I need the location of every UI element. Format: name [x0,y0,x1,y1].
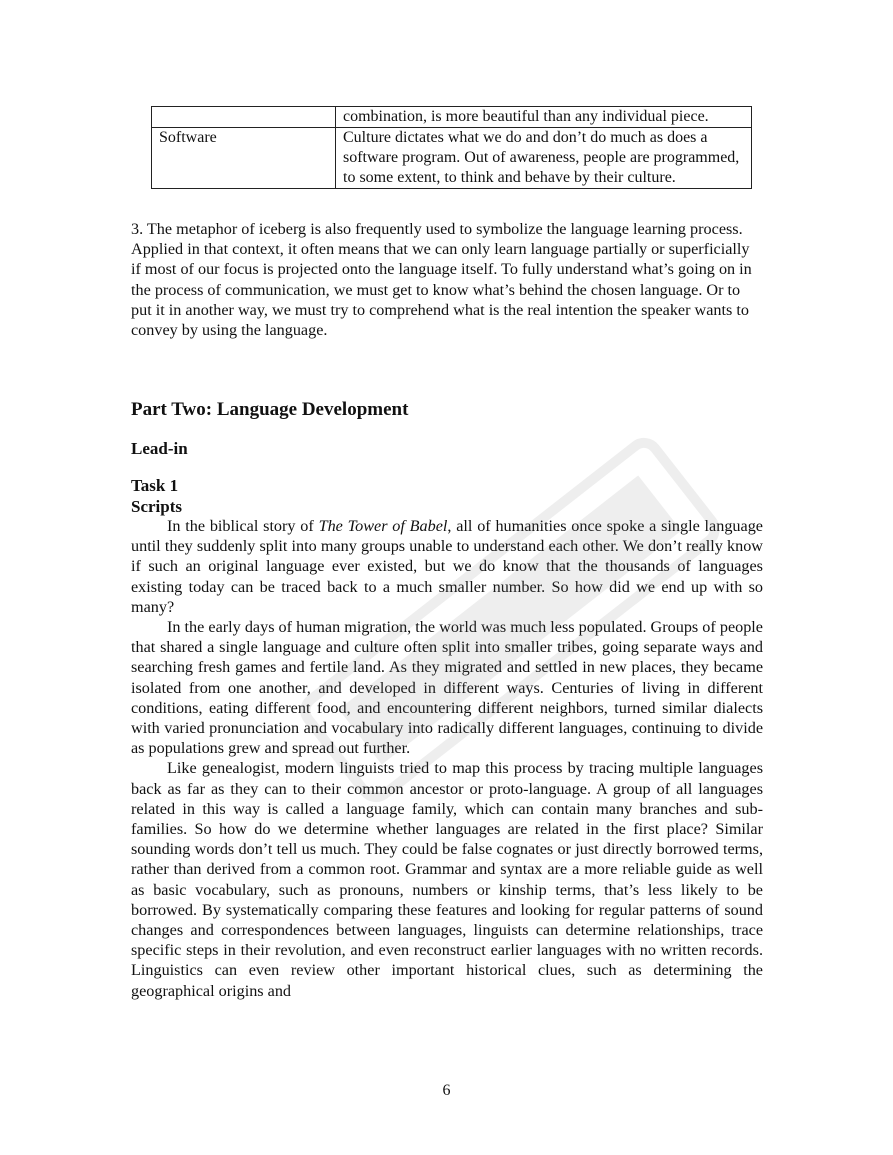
scripts-body [131,516,763,1001]
table-row [152,107,752,128]
paragraph-1-text-a: In the biblical story of [167,517,319,535]
paragraph-3: Like genealogist, modern linguists tried to map this process by tracing multiple languages back as far as they can to their common ancestor or proto-language. A group of all languages related in this way is called a language family, which can contain many branches and sub-families. So how do we determine whether languages are related in the first place? Similar sounding words don’t tell us much. They could be false cognates or just directly borrowed terms, rather than derived from a common root. Grammar and syntax are a more reliable guide as well as basic vocabulary, such as pronouns, numbers or kinship terms, that’s less likely to be borrowed. By systematically comparing these features and looking for regular patterns of sound changes and correspondences between languages, linguists can determine relationships, trace specific steps in their revolution, and even reconstruct earlier languages with no written records. Linguistics can even review other important historical clues, such as determining the geographical origins and [131,759,763,1000]
table-row [152,128,752,189]
paragraph-2: In the early days of human migration, the world was much less populated. Groups of people that shared a single language and culture often split into smaller tribes, going separate ways and searching fresh games and fertile land. As they migrated and settled in new places, they became isolated from one another, and developed in different ways. Centuries of living in different conditions, eating different food, and encountering different neighbors, turned similar dialects with varied pronunciation and vocabulary into radically different languages, continuing to divide as populations grew and spread out further. [131,618,763,758]
page-number: 6 [442,1082,451,1099]
part-title: Part Two: Language Development [131,399,409,420]
table-cell-label: Software [152,128,336,189]
table-cell-text: combination, is more beautiful than any individual piece. [336,107,752,128]
book-title: The Tower of Babel [318,517,448,535]
point-3-paragraph: 3. The metaphor of iceberg is also frequently used to symbolize the language learning process. Applied in that context, it often means that we can only learn language partially or superficially if most of our focus is projected onto the language itself. To fully understand what’s going on in the process of communication, we must get to know what’s behind the chosen language. Or to put it in another way, we must try to comprehend what is the real intention the speaker wants to convey by using the language. [131,220,752,340]
culture-table [151,106,752,189]
leadin-heading: Lead-in [131,439,188,458]
table-cell-label [152,107,336,128]
paragraph-1-text-b: , all of humanities once spoke a single language until they suddenly split into many groups unable to understand each other. We don’t really know if such an original language ever existed, but we do know that the thousands of languages existing today can be traced back to a much smaller number. So how did we end up with so many? [131,517,763,616]
scripts-heading: Scripts [131,497,182,516]
paragraph-1 [131,516,763,617]
table-cell-text: Culture dictates what we do and don’t do much as does a software program. Out of awareness, people are programmed, to some extent, to think and behave by their culture. [336,128,752,189]
task-heading: Task 1 [131,476,179,495]
